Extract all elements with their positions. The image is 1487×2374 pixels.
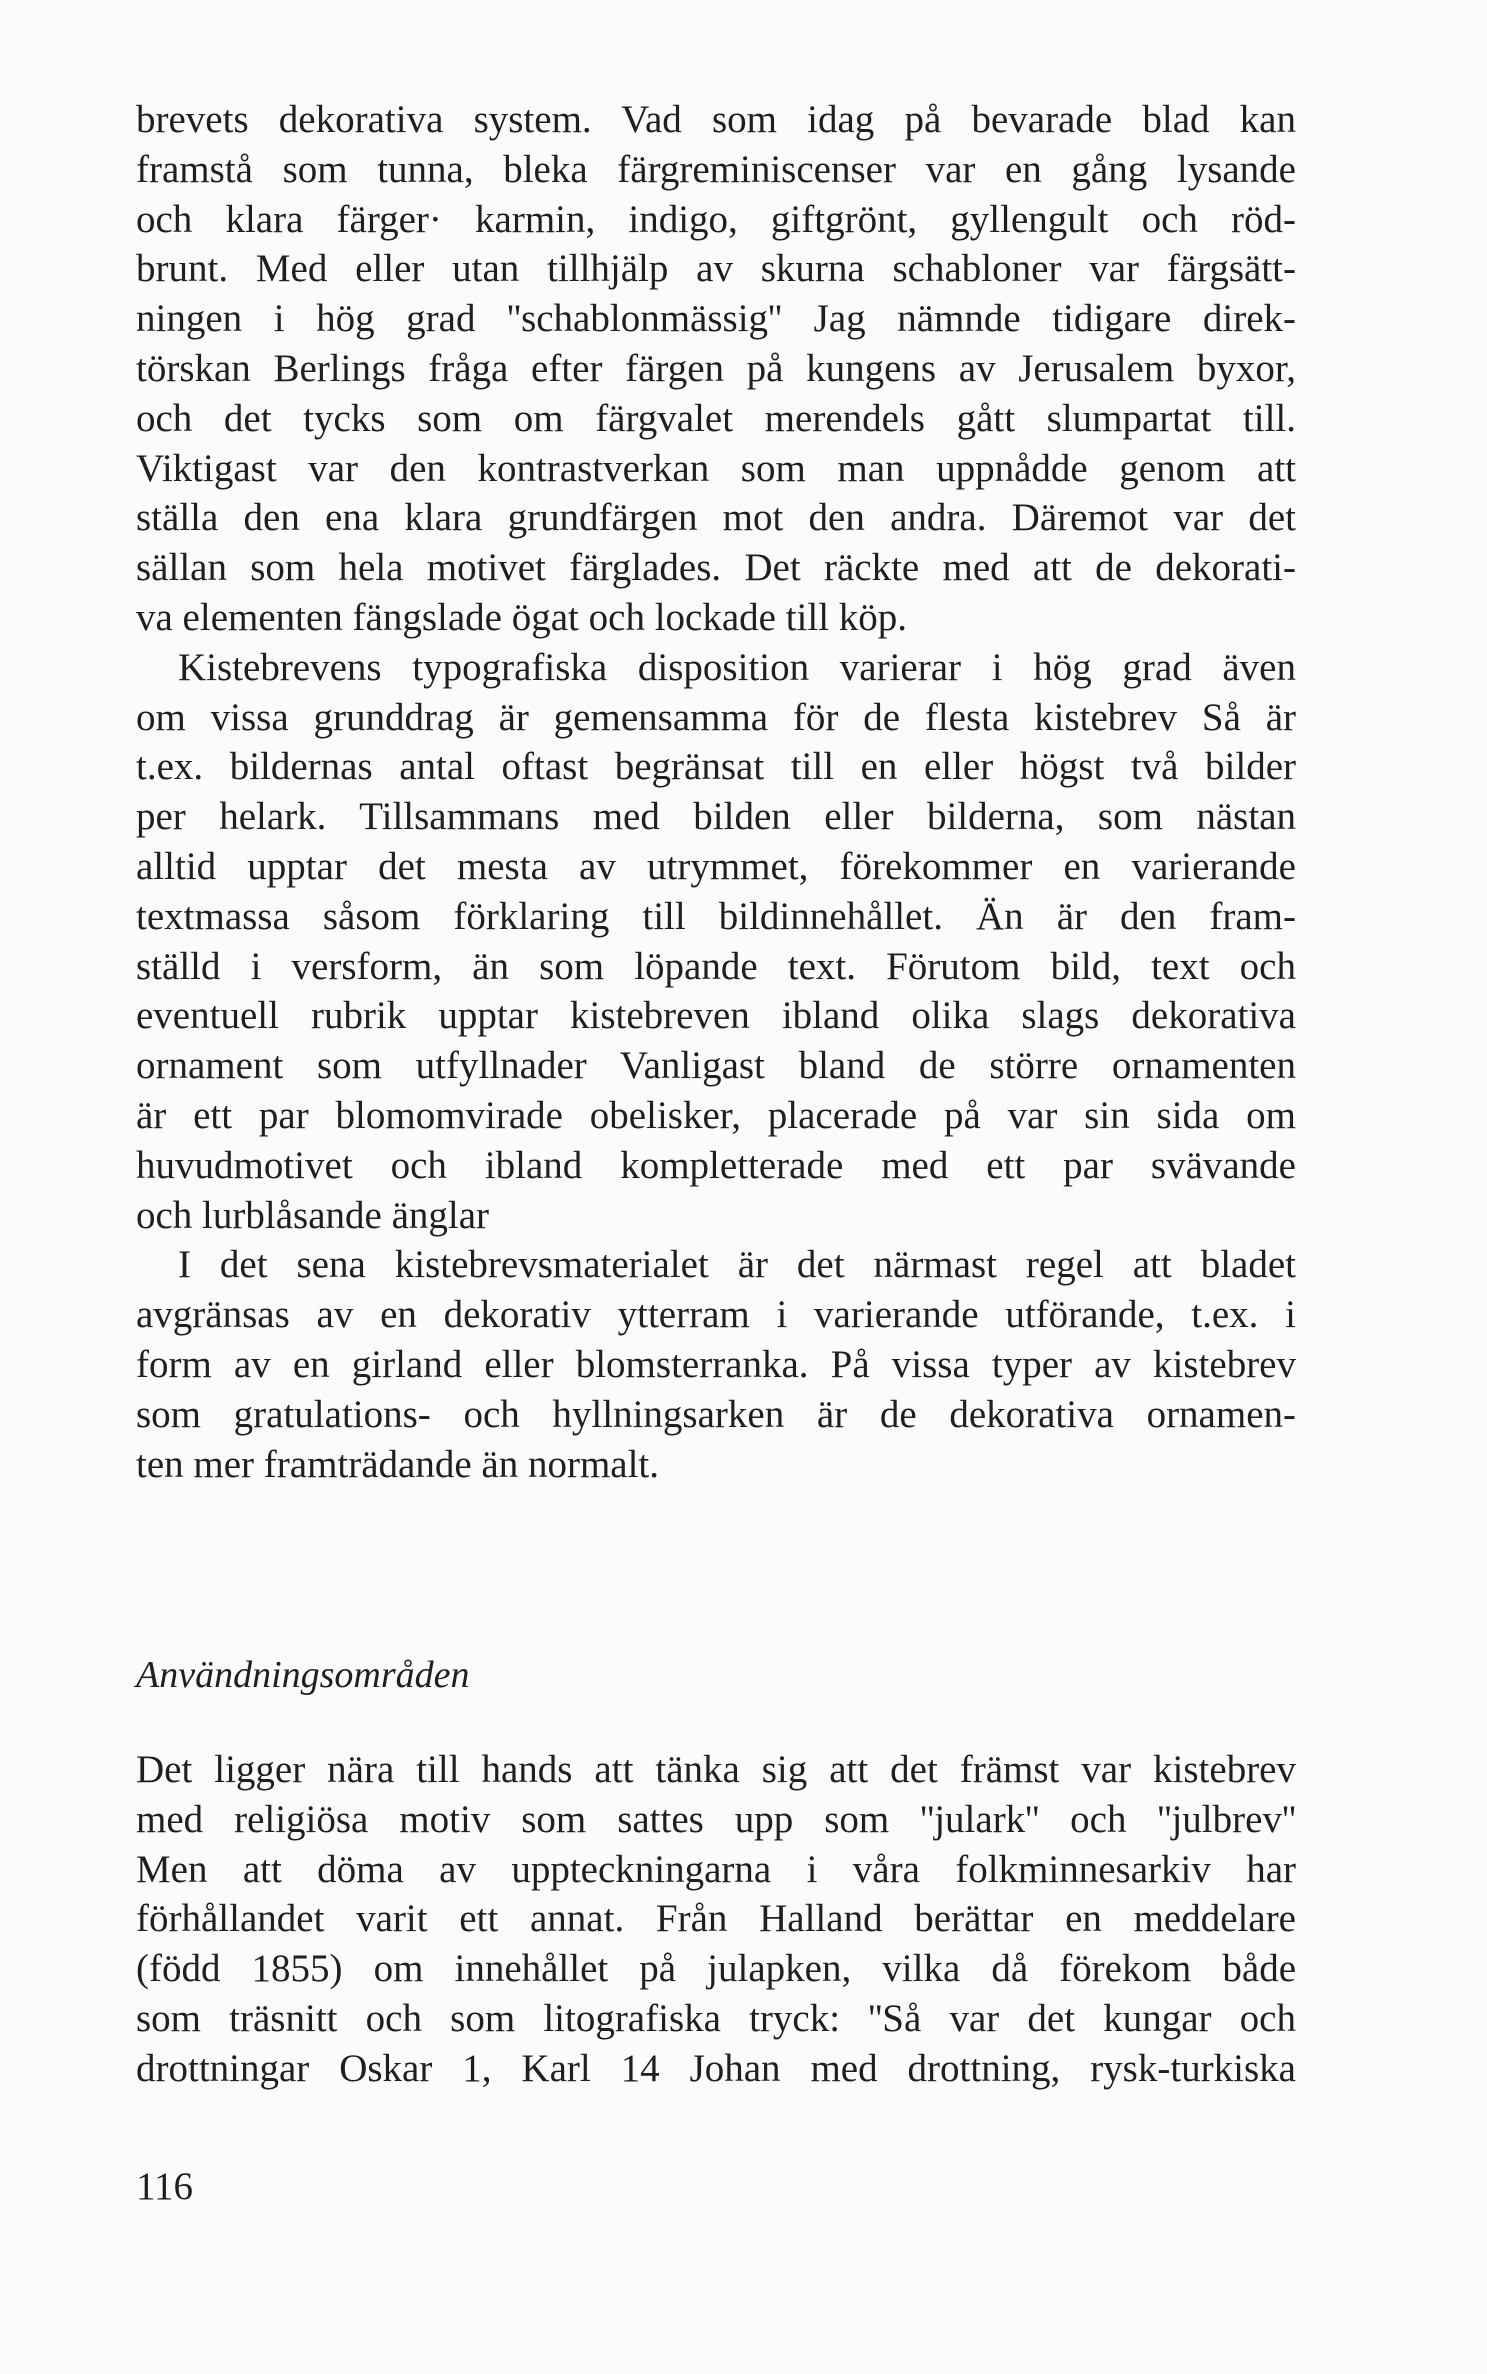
text-line: ställa den ena klara grundfärgen mot den andra. Däremot var det	[136, 496, 1296, 540]
text-line: avgränsas av en dekorativ ytterram i varierande utförande, t.ex. i	[136, 1293, 1296, 1337]
text-line: drottningar Oskar 1, Karl 14 Johan med drottning, rysk-turkiska	[136, 2046, 1296, 2090]
text-line: och lurblåsande änglar	[136, 1193, 490, 1237]
text-line: är ett par blomomvirade obelisker, placerade på var sin sida om	[136, 1093, 1296, 1137]
text-line: ten mer framträdande än normalt.	[136, 1442, 660, 1486]
text-line: ställd i versform, än som löpande text. Förutom bild, text och	[136, 944, 1296, 988]
section-heading: Användningsområden	[136, 1654, 470, 1696]
text-line: huvudmotivet och ibland kompletterade med ett par svävande	[136, 1143, 1296, 1187]
text-line: sällan som hela motivet färglades. Det räckte med att de dekorati-	[136, 546, 1296, 590]
text-line: form av en girland eller blomsterranka. På vissa typer av kistebrev	[136, 1342, 1296, 1386]
body-text-section-2	[136, 1745, 1296, 2094]
text-line: med religiösa motiv som sattes upp som ''julark'' och ''julbrev''	[136, 1797, 1296, 1841]
text-line: brunt. Med eller utan tillhjälp av skurna schabloner var färgsätt-	[136, 247, 1296, 291]
text-line: t.ex. bildernas antal oftast begränsat till en eller högst två bilder	[136, 745, 1296, 789]
text-line: va elementen fängslade ögat och lockade till köp.	[136, 595, 908, 639]
text-line: ningen i hög grad ''schablonmässig'' Jag nämnde tidigare direk-	[136, 297, 1296, 341]
text-line: Men att döma av uppteckningarna i våra folkminnesarkiv har	[136, 1847, 1296, 1891]
text-line: I det sena kistebrevsmaterialet är det närmast regel att bladet	[178, 1243, 1296, 1287]
text-line: som gratulations- och hyllningsarken är de dekorativa ornamen-	[136, 1392, 1296, 1436]
text-line: (född 1855) om innehållet på julарken, vilka då förekom både	[136, 1947, 1296, 1991]
text-line: Det ligger nära till hands att tänka sig att det främst var kistebrev	[136, 1748, 1296, 1791]
page-number: 116	[136, 2165, 194, 2208]
text-line: textmassa såsom förklaring till bildinnehållet. Än är den fram-	[136, 894, 1296, 938]
text-line: och det tycks som om färgvalet merendels gått slumpartat till.	[136, 396, 1296, 440]
text-line: alltid upptar det mesta av utrymmet, förekommer en varierande	[136, 844, 1296, 888]
text-line: Kistebrevens typografiska disposition varierar i hög grad även	[178, 645, 1296, 689]
text-line: törskan Berlings fråga efter färgen på kungens av Jerusalem byxor,	[136, 346, 1296, 390]
text-line: eventuell rubrik upptar kistebreven ibland olika slags dekorativa	[136, 994, 1296, 1038]
text-line: förhållandet varit ett annat. Från Halland berättar en meddelare	[136, 1897, 1296, 1941]
text-line: om vissa grunddrag är gemensamma för de flesta kistebrev Så är	[136, 695, 1296, 739]
text-line: ornament som utfyllnader Vanligast bland de större ornamenten	[136, 1044, 1296, 1088]
text-line: Viktigast var den kontrastverkan som man uppnådde genom att	[136, 446, 1296, 490]
text-line: framstå som tunna, bleka färgreminiscenser var en gång lysande	[136, 147, 1296, 191]
text-line: per helark. Tillsammans med bilden eller bilderna, som nästan	[136, 795, 1296, 839]
text-line: som träsnitt och som litografiska tryck: ''Så var det kungar och	[136, 1996, 1296, 2040]
body-text-section-1	[136, 95, 1296, 1489]
text-line: och klara färger· karmin, indigo, giftgrönt, gyllengult och röd-	[136, 197, 1296, 241]
text-line: brevets dekorativa system. Vad som idag på bevarade blad kan	[136, 98, 1296, 141]
